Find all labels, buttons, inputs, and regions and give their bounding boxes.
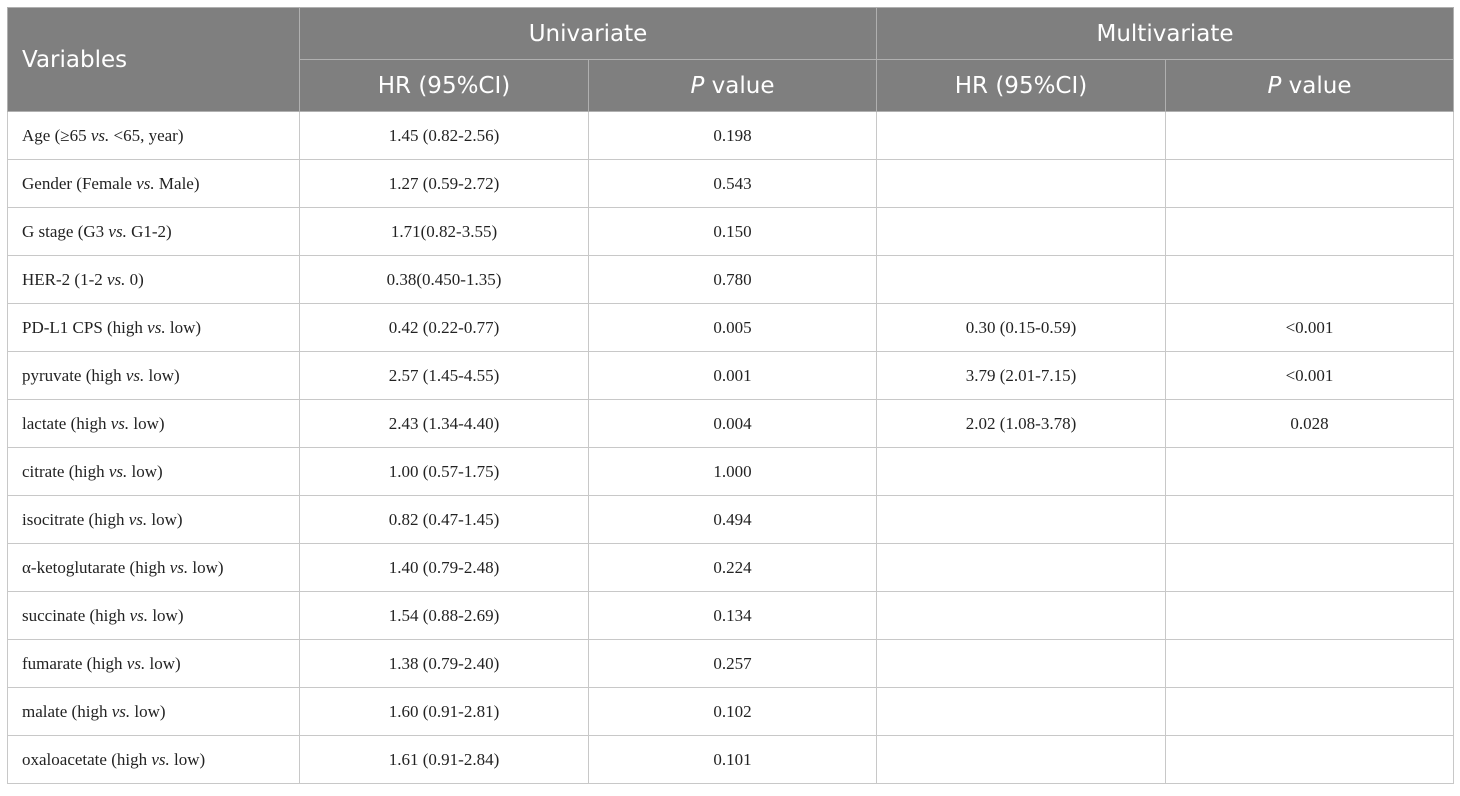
header-multivariate: Multivariate (877, 8, 1454, 60)
variable-cell (8, 640, 300, 688)
variable-label-vs: vs. (110, 413, 130, 433)
variable-label-pre: G stage (G3 (22, 221, 109, 241)
header-p-italic: P (1267, 72, 1282, 99)
multivariate-hr-cell (877, 592, 1166, 640)
multivariate-p-cell (1166, 496, 1454, 544)
header-row-groups (8, 8, 1454, 60)
variable-label-vs: vs. (169, 557, 189, 577)
variable-cell (8, 256, 300, 304)
multivariate-hr-cell (877, 640, 1166, 688)
table-row (8, 448, 1454, 496)
univariate-p-cell: 1.000 (589, 448, 877, 496)
header-univariate: Univariate (300, 8, 877, 60)
multivariate-p-cell (1166, 544, 1454, 592)
variable-label-vs: vs. (128, 509, 148, 529)
variable-label-vs: vs. (129, 605, 149, 625)
variable-label-post: <65, year) (109, 125, 184, 145)
multivariate-p-cell (1166, 736, 1454, 784)
table-body (8, 112, 1454, 784)
univariate-p-cell: 0.101 (589, 736, 877, 784)
variable-label-pre: isocitrate (high (22, 509, 129, 529)
multivariate-hr-cell (877, 256, 1166, 304)
multivariate-p-cell: <0.001 (1166, 352, 1454, 400)
table-row (8, 208, 1454, 256)
variable-cell (8, 112, 300, 160)
multivariate-p-cell (1166, 112, 1454, 160)
header-multivariate-p (1166, 60, 1454, 112)
variable-label-vs: vs. (108, 221, 127, 241)
variable-cell (8, 304, 300, 352)
table-row (8, 352, 1454, 400)
variable-label-pre: malate (high (22, 701, 112, 721)
variable-label-post: low) (144, 365, 180, 385)
variable-label-pre: citrate (high (22, 461, 109, 481)
multivariate-hr-cell: 0.30 (0.15-0.59) (877, 304, 1166, 352)
variable-label-pre: HER-2 (1-2 (22, 269, 107, 289)
multivariate-p-cell: 0.028 (1166, 400, 1454, 448)
table-row (8, 544, 1454, 592)
header-univariate-p (589, 60, 877, 112)
header-p-rest: value (704, 72, 775, 99)
univariate-hr-cell: 1.40 (0.79-2.48) (300, 544, 589, 592)
variable-cell (8, 688, 300, 736)
variable-cell (8, 400, 300, 448)
variable-label-vs: vs. (106, 269, 126, 289)
variable-label-pre: Age (≥65 (22, 125, 91, 145)
header-variables: Variables (8, 8, 300, 112)
variable-label-post: low) (127, 461, 163, 481)
variable-label-pre: oxaloacetate (high (22, 749, 152, 769)
variable-label-post: low) (130, 701, 166, 721)
univariate-p-cell: 0.543 (589, 160, 877, 208)
variable-label-pre: PD-L1 CPS (high (22, 317, 148, 337)
variable-label-vs: vs. (90, 125, 110, 145)
variable-label-post: 0) (125, 269, 144, 289)
multivariate-hr-cell (877, 544, 1166, 592)
univariate-hr-cell: 2.43 (1.34-4.40) (300, 400, 589, 448)
variable-label-post: low) (165, 317, 202, 337)
univariate-p-cell: 0.198 (589, 112, 877, 160)
univariate-p-cell: 0.001 (589, 352, 877, 400)
table-row (8, 688, 1454, 736)
variable-cell (8, 496, 300, 544)
univariate-hr-cell: 0.82 (0.47-1.45) (300, 496, 589, 544)
variable-label-post: low) (169, 749, 206, 769)
multivariate-hr-cell (877, 208, 1166, 256)
variable-label-vs: vs. (147, 317, 166, 337)
multivariate-p-cell (1166, 688, 1454, 736)
header-p-italic: P (690, 72, 705, 99)
table-header (8, 8, 1454, 112)
variable-label-post: low) (188, 557, 224, 577)
univariate-p-cell: 0.134 (589, 592, 877, 640)
table-row (8, 160, 1454, 208)
variable-label-vs: vs. (108, 461, 128, 481)
table-row (8, 736, 1454, 784)
multivariate-hr-cell: 3.79 (2.01-7.15) (877, 352, 1166, 400)
table-row (8, 400, 1454, 448)
variable-label-pre: pyruvate (high (22, 365, 126, 385)
table-row (8, 304, 1454, 352)
variable-label-post: low) (148, 605, 184, 625)
univariate-hr-cell: 1.54 (0.88-2.69) (300, 592, 589, 640)
variable-label-vs: vs. (111, 701, 131, 721)
univariate-hr-cell: 1.38 (0.79-2.40) (300, 640, 589, 688)
table-row (8, 592, 1454, 640)
variable-cell (8, 592, 300, 640)
variable-label-pre: α-ketoglutarate (high (22, 557, 170, 577)
variable-label-vs: vs. (125, 365, 145, 385)
univariate-p-cell: 0.005 (589, 304, 877, 352)
table-row (8, 112, 1454, 160)
multivariate-hr-cell (877, 160, 1166, 208)
multivariate-p-cell: <0.001 (1166, 304, 1454, 352)
variable-cell (8, 208, 300, 256)
univariate-hr-cell: 1.27 (0.59-2.72) (300, 160, 589, 208)
univariate-hr-cell: 0.42 (0.22-0.77) (300, 304, 589, 352)
results-table (7, 7, 1454, 784)
variable-label-pre: lactate (high (22, 413, 111, 433)
variable-label-pre: succinate (high (22, 605, 130, 625)
multivariate-hr-cell (877, 448, 1166, 496)
multivariate-hr-cell (877, 688, 1166, 736)
univariate-hr-cell: 1.00 (0.57-1.75) (300, 448, 589, 496)
variable-cell (8, 448, 300, 496)
variable-label-post: low) (145, 653, 181, 673)
multivariate-p-cell (1166, 208, 1454, 256)
univariate-hr-cell: 0.38(0.450-1.35) (300, 256, 589, 304)
univariate-hr-cell: 1.60 (0.91-2.81) (300, 688, 589, 736)
variable-label-vs: vs. (151, 749, 170, 769)
variable-label-pre: Gender (Female (22, 173, 137, 193)
header-univariate-hr: HR (95%CI) (300, 60, 589, 112)
table-row (8, 256, 1454, 304)
multivariate-p-cell (1166, 160, 1454, 208)
multivariate-p-cell (1166, 256, 1454, 304)
univariate-hr-cell: 1.45 (0.82-2.56) (300, 112, 589, 160)
variable-cell (8, 352, 300, 400)
univariate-p-cell: 0.257 (589, 640, 877, 688)
multivariate-p-cell (1166, 640, 1454, 688)
multivariate-hr-cell (877, 736, 1166, 784)
variable-label-post: low) (147, 509, 183, 529)
variable-label-vs: vs. (126, 653, 146, 673)
variable-label-vs: vs. (136, 173, 155, 193)
univariate-hr-cell: 1.71(0.82-3.55) (300, 208, 589, 256)
variable-cell (8, 544, 300, 592)
variable-label-pre: fumarate (high (22, 653, 127, 673)
univariate-p-cell: 0.224 (589, 544, 877, 592)
multivariate-p-cell (1166, 448, 1454, 496)
univariate-p-cell: 0.494 (589, 496, 877, 544)
multivariate-hr-cell: 2.02 (1.08-3.78) (877, 400, 1166, 448)
univariate-p-cell: 0.004 (589, 400, 877, 448)
univariate-p-cell: 0.150 (589, 208, 877, 256)
univariate-p-cell: 0.102 (589, 688, 877, 736)
multivariate-p-cell (1166, 592, 1454, 640)
multivariate-hr-cell (877, 112, 1166, 160)
univariate-p-cell: 0.780 (589, 256, 877, 304)
univariate-hr-cell: 2.57 (1.45-4.55) (300, 352, 589, 400)
univariate-hr-cell: 1.61 (0.91-2.84) (300, 736, 589, 784)
variable-cell (8, 736, 300, 784)
variable-cell (8, 160, 300, 208)
header-p-rest: value (1281, 72, 1352, 99)
table-row (8, 640, 1454, 688)
variable-label-post: low) (129, 413, 165, 433)
variable-label-post: Male) (154, 173, 200, 193)
variable-label-post: G1-2) (126, 221, 172, 241)
header-multivariate-hr: HR (95%CI) (877, 60, 1166, 112)
table-row (8, 496, 1454, 544)
multivariate-hr-cell (877, 496, 1166, 544)
